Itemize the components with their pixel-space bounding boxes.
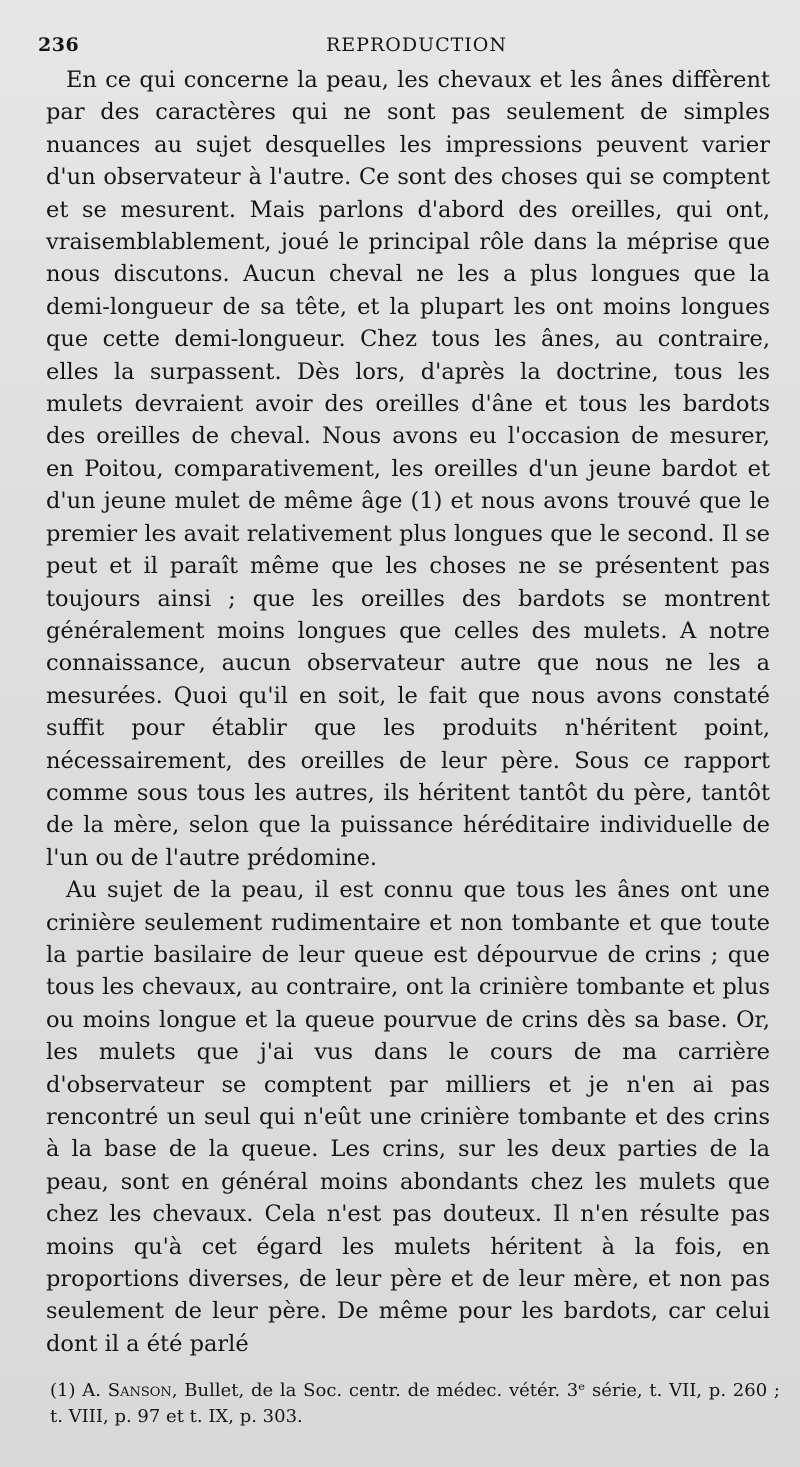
page-number: 236 [38, 34, 80, 56]
footnote-author: A. Sanson, [82, 1380, 178, 1401]
footnote-citation: Bullet, de la Soc. centr. de médec. vétér. 3ᵉ série, t. VII, p. 260 ; t. VIII, p. 97 et t. IX, p. 303. [50, 1380, 780, 1427]
footnote [50, 1378, 780, 1430]
paragraph-skin: Au sujet de la peau, il est connu que tous les ânes ont une crinière seulement rudimentaire et non tombante et que toute la partie basilaire de leur queue est dépourvue de crins ; que tous les chevaux, au contraire, ont la crinière tombante et plus ou moins longue et la queue pourvue de crins dès sa base. Or, les mulets que j'ai vus dans le cours de ma carrière d'observateur se comptent par milliers et je n'en ai pas rencontré un seul qui n'eût une crinière tombante et des crins à la base de la queue. Les crins, sur les deux parties de la peau, sont en général moins abondants chez les mulets que chez les chevaux. Cela n'est pas douteux. Il n'en résulte pas moins qu'à cet égard les mulets héritent à la fois, en proportions diverses, de leur père et de leur mère, et non pas seulement de leur père. De même pour les bardots, car celui dont il a été parlé [46, 877, 770, 1357]
running-title: REPRODUCTION [326, 34, 508, 56]
running-head [38, 34, 770, 62]
footnote-marker: (1) [50, 1380, 76, 1401]
paragraph-ears: En ce qui concerne la peau, les chevaux et les ânes diffèrent par des caractères qui ne sont pas seulement de simples nuances au sujet desquelles les impressions peuvent varier d'un observateur à l'autre. Ce sont des choses qui se comptent et se mesurent. Mais parlons d'abord des oreilles, qui ont, vraisemblablement, joué le principal rôle dans la méprise que nous discutons. Aucun cheval ne les a plus longues que la demi-longueur de sa tête, et la plupart les ont moins longues que cette demi-longueur. Chez tous les ânes, au contraire, elles la surpassent. Dès lors, d'après la doctrine, tous les mulets devraient avoir des oreilles d'âne et tous les bardots des oreilles de cheval. Nous avons eu l'occasion de mesurer, en Poitou, comparativement, les oreilles d'un jeune bardot et d'un jeune mulet de même âge (1) et nous avons trouvé que le premier les avait relativement plus longues que le second. Il se peut et il paraît même que les choses ne se présentent pas toujours ainsi ; que les oreilles des bardots se montrent généralement moins longues que celles des mulets. A notre connaissance, aucun observateur autre que nous ne les a mesurées. Quoi qu'il en soit, le fait que nous avons constaté suffit pour établir que les produits n'héritent point, nécessairement, des oreilles de leur père. Sous ce rapport comme sous tous les autres, ils héritent tantôt du père, tantôt de la mère, selon que la puissance héréditaire individuelle de l'un ou de l'autre prédomine. [46, 67, 770, 871]
body-text [46, 64, 770, 1360]
